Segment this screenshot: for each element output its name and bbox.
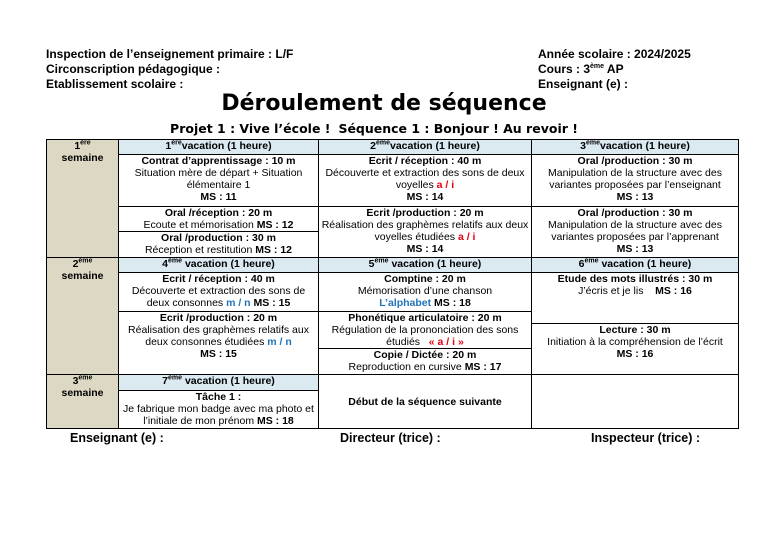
footer-directeur: Directeur (trice) : <box>340 431 441 445</box>
vacation-3-cell-2: Oral /production : 30 m Manipulation de la structure avec des variantes proposées par l’apprenant MS : 13 <box>532 206 739 258</box>
vacation-6-cell-1: Etude des mots illustrés : 30 m J’écris et je lis MS : 16 <box>532 273 739 324</box>
week-2-cell: 2ème semaine <box>47 258 119 375</box>
enseignant-label: Enseignant (e) : <box>538 77 629 91</box>
vacation-5-cell-1: Comptine : 20 m Mémorisation d’une chanson L’alphabet MS : 18 <box>319 273 532 311</box>
vacation-4-header: 4ème vacation (1 heure) <box>119 258 319 273</box>
inspection-label: Inspection de l’enseignement primaire : L/F <box>46 47 294 61</box>
vacation-7-cell-1: Tâche 1 : Je fabrique mon badge avec ma photo et l’initiale de mon prénom MS : 18 <box>119 390 319 428</box>
vacation-1-cell-2: Oral /réception : 20 m Ecoute et mémorisation MS : 12 <box>119 206 319 231</box>
footer-enseignant: Enseignant (e) : <box>70 431 164 445</box>
vacation-2-cell-2: Ecrit /production : 20 m Réalisation des graphèmes relatifs aux deux voyelles étudiées a / i MS : 14 <box>319 206 532 258</box>
vacation-3-header: 3èmevacation (1 heure) <box>532 140 739 155</box>
vacation-5-cell-2: Phonétique articulatoire : 20 m Régulation de la prononciation des sons étudiés « a / i » <box>319 311 532 348</box>
vacation-1-cell-3: Oral /production : 30 m Réception et restitution MS : 12 <box>119 231 319 257</box>
page-title: Déroulement de séquence <box>221 91 547 116</box>
vacation-2-header: 2èmevacation (1 heure) <box>319 140 532 155</box>
next-sequence-cell: Début de la séquence suivante <box>319 375 532 429</box>
vacation-4-cell-1: Ecrit / réception : 40 m Découverte et extraction des sons de deux consonnes m / n MS : 15 <box>119 273 319 311</box>
vacation-4-cell-2: Ecrit /production : 20 m Réalisation des graphèmes relatifs aux deux consonnes étudiées m / n MS : 15 <box>119 311 319 375</box>
vacation-5-header: 5ème vacation (1 heure) <box>319 258 532 273</box>
circonscription-label: Circonscription pédagogique : <box>46 62 221 76</box>
vacation-6-cell-2: Lecture : 30 m Initiation à la compréhension de l’écrit MS : 16 <box>532 323 739 375</box>
sequence-label: Séquence 1 : Bonjour ! Au revoir ! <box>338 121 578 136</box>
empty-cell <box>532 375 739 429</box>
header-right <box>538 47 691 92</box>
vacation-3-cell-1: Oral /production : 30 m Manipulation de la structure avec des variantes proposées par l’enseignant MS : 13 <box>532 155 739 207</box>
page-subtitle <box>0 121 748 137</box>
footer-inspecteur: Inspecteur (trice) : <box>591 431 701 445</box>
vacation-5-cell-3: Copie / Dictée : 20 m Reproduction en cursive MS : 17 <box>319 349 532 375</box>
vacation-1-header: 1èrevacation (1 heure) <box>119 140 319 155</box>
sequence-table <box>46 139 739 429</box>
vacation-7-header: 7ème vacation (1 heure) <box>119 375 319 390</box>
week-1-cell: 1ère semaine <box>47 140 119 258</box>
projet-label: Projet 1 : Vive l’école ! <box>170 121 331 136</box>
etablissement-label: Etablissement scolaire : <box>46 77 184 91</box>
annee-scolaire: Année scolaire : 2024/2025 <box>538 47 691 61</box>
vacation-6-header: 6ème vacation (1 heure) <box>532 258 739 273</box>
header-left <box>46 47 293 92</box>
vacation-1-cell-1: Contrat d’apprentissage : 10 m Situation mère de départ + Situation élémentaire 1 MS : 11 <box>119 155 319 207</box>
vacation-2-cell-1: Ecrit / réception : 40 m Découverte et extraction des sons de deux voyelles a / i MS : 14 <box>319 155 532 207</box>
cours-label: Cours : 3ème AP <box>538 62 624 76</box>
week-3-cell: 3ème semaine <box>47 375 119 429</box>
